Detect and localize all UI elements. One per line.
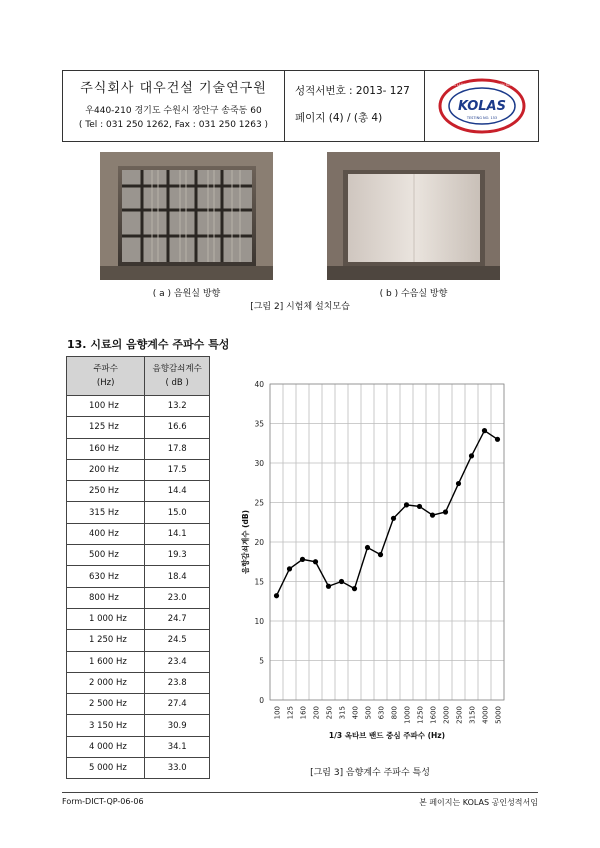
data-point <box>443 509 448 514</box>
x-tick-label: 1000 <box>403 706 412 724</box>
form-number: Form-DICT-QP-06-06 <box>62 797 144 806</box>
data-point <box>482 428 487 433</box>
data-point <box>326 584 331 589</box>
x-tick-label: 5000 <box>494 706 503 724</box>
y-tick-label: 40 <box>254 380 264 389</box>
y-tick-label: 15 <box>254 577 264 587</box>
table-row <box>67 715 210 736</box>
x-tick-label: 1250 <box>416 706 425 724</box>
frequency-cell: 4 000 Hz <box>67 736 145 757</box>
coefficient-cell: 15.0 <box>145 502 210 523</box>
frequency-cell: 160 Hz <box>67 438 145 459</box>
photo-receiving-room <box>327 152 500 280</box>
frequency-cell: 400 Hz <box>67 523 145 544</box>
x-tick-label: 2500 <box>455 706 464 724</box>
table-row <box>67 459 210 480</box>
frequency-cell: 2 000 Hz <box>67 672 145 693</box>
table-row <box>67 523 210 544</box>
coefficient-cell: 14.1 <box>145 523 210 544</box>
coefficient-cell: 19.3 <box>145 545 210 566</box>
table-row <box>67 481 210 502</box>
y-tick-label: 20 <box>254 538 264 547</box>
table-row <box>67 608 210 629</box>
coefficient-cell: 13.2 <box>145 396 210 417</box>
frequency-cell: 1 250 Hz <box>67 630 145 651</box>
table-row <box>67 694 210 715</box>
table-row <box>67 545 210 566</box>
coefficient-cell: 18.4 <box>145 566 210 587</box>
coefficient-cell: 24.5 <box>145 630 210 651</box>
figure-3-caption: [그림 3] 음향계수 주파수 특성 <box>310 768 430 778</box>
chart-svg <box>228 370 518 750</box>
footer-note: 본 페이지는 KOLAS 공인성적서임 <box>419 798 538 807</box>
section-title: 13. 시료의 음향계수 주파수 특성 <box>67 338 230 351</box>
acoustic-coefficient-table <box>66 356 210 779</box>
data-point <box>495 437 500 442</box>
col-header-frequency: 주파수 (Hz) <box>67 357 145 396</box>
table-row <box>67 502 210 523</box>
coefficient-cell: 23.8 <box>145 672 210 693</box>
coefficient-cell: 17.5 <box>145 459 210 480</box>
coefficient-cell: 17.8 <box>145 438 210 459</box>
report-info <box>285 71 425 141</box>
table-row <box>67 651 210 672</box>
x-tick-label: 2000 <box>442 706 451 724</box>
frequency-cell: 1 000 Hz <box>67 608 145 629</box>
page-number: 페이지 (4) / (총 4) <box>295 112 383 124</box>
table-row <box>67 630 210 651</box>
x-tick-label: 125 <box>286 706 295 720</box>
frequency-cell: 250 Hz <box>67 481 145 502</box>
table-row <box>67 417 210 438</box>
frequency-cell: 125 Hz <box>67 417 145 438</box>
frequency-cell: 630 Hz <box>67 566 145 587</box>
kolas-seal <box>437 77 527 135</box>
frequency-cell: 100 Hz <box>67 396 145 417</box>
svg-text:TESTING NO. 153: TESTING NO. 153 <box>466 116 497 120</box>
x-tick-label: 200 <box>312 706 321 720</box>
company-name: 주식회사 대우건설 기술연구원 <box>80 81 267 96</box>
x-tick-label: 1600 <box>429 706 438 724</box>
data-point <box>300 557 305 562</box>
data-point <box>287 566 292 571</box>
data-point <box>404 502 409 507</box>
coefficient-cell: 33.0 <box>145 758 210 779</box>
data-point <box>339 579 344 584</box>
coefficient-cell: 34.1 <box>145 736 210 757</box>
coefficient-cell: 30.9 <box>145 715 210 736</box>
y-tick-label: 10 <box>254 617 264 626</box>
data-point <box>378 552 383 557</box>
data-point <box>365 545 370 550</box>
frequency-cell: 2 500 Hz <box>67 694 145 715</box>
table-row <box>67 672 210 693</box>
photo-caption-a: ( a ) 음원실 방향 <box>152 289 221 299</box>
x-tick-label: 315 <box>338 706 347 720</box>
y-tick-label: 30 <box>254 459 264 468</box>
coefficient-cell: 24.7 <box>145 608 210 629</box>
x-tick-label: 500 <box>364 706 373 720</box>
coefficient-cell: 23.0 <box>145 587 210 608</box>
frequency-chart <box>228 370 518 750</box>
data-point <box>274 593 279 598</box>
x-tick-label: 630 <box>377 706 386 720</box>
frequency-cell: 800 Hz <box>67 587 145 608</box>
photo-caption-b: ( b ) 수음실 방향 <box>379 289 448 299</box>
table-row <box>67 587 210 608</box>
frequency-cell: 5 000 Hz <box>67 758 145 779</box>
y-tick-label: 25 <box>254 498 264 508</box>
x-tick-label: 100 <box>273 706 282 720</box>
y-axis-label: 음향감쇠계수 (dB) <box>241 509 250 575</box>
data-point <box>313 559 318 564</box>
photo-source-room <box>100 152 273 280</box>
kolas-logo <box>425 71 538 141</box>
coefficient-cell: 27.4 <box>145 694 210 715</box>
x-tick-label: 4000 <box>481 706 490 724</box>
x-tick-label: 800 <box>390 706 399 720</box>
col-header-coefficient: 음향감쇠계수 ( dB ) <box>145 357 210 396</box>
footer-divider <box>62 792 538 793</box>
x-tick-label: 160 <box>299 706 308 720</box>
data-point <box>456 481 461 486</box>
svg-text:KOREA LABORATORY ACCREDITATION: KOREA LABORATORY ACCREDITATION SCHEME <box>444 83 519 87</box>
data-point <box>352 586 357 591</box>
data-point <box>469 453 474 458</box>
table-row <box>67 438 210 459</box>
frequency-cell: 500 Hz <box>67 545 145 566</box>
report-header <box>62 70 539 142</box>
table-row <box>67 396 210 417</box>
table-row <box>67 758 210 779</box>
coefficient-cell: 14.4 <box>145 481 210 502</box>
frequency-cell: 315 Hz <box>67 502 145 523</box>
company-block <box>63 71 285 141</box>
report-number: 성적서번호 : 2013- 127 <box>295 85 410 97</box>
coefficient-cell: 16.6 <box>145 417 210 438</box>
x-tick-label: 400 <box>351 706 360 720</box>
y-tick-label: 35 <box>254 419 264 429</box>
coefficient-cell: 23.4 <box>145 651 210 672</box>
table-row <box>67 566 210 587</box>
data-point <box>391 516 396 521</box>
data-point <box>417 504 422 509</box>
x-axis-label: 1/3 옥타브 밴드 중심 주파수 (Hz) <box>328 731 446 740</box>
svg-text:KOLAS: KOLAS <box>457 99 506 114</box>
table-row <box>67 736 210 757</box>
figure-2-caption: [그림 2] 시험체 설치모습 <box>250 302 350 312</box>
x-tick-label: 250 <box>325 706 334 720</box>
frequency-cell: 3 150 Hz <box>67 715 145 736</box>
y-tick-label: 5 <box>259 656 264 666</box>
company-address: 우440-210 경기도 수원시 장안구 송죽동 60 <box>85 106 262 116</box>
frequency-cell: 200 Hz <box>67 459 145 480</box>
x-tick-label: 3150 <box>468 706 477 724</box>
company-contact: ( Tel : 031 250 1262, Fax : 031 250 1263 ) <box>78 120 269 130</box>
y-tick-label: 0 <box>259 696 264 705</box>
data-point <box>430 513 435 518</box>
frequency-cell: 1 600 Hz <box>67 651 145 672</box>
